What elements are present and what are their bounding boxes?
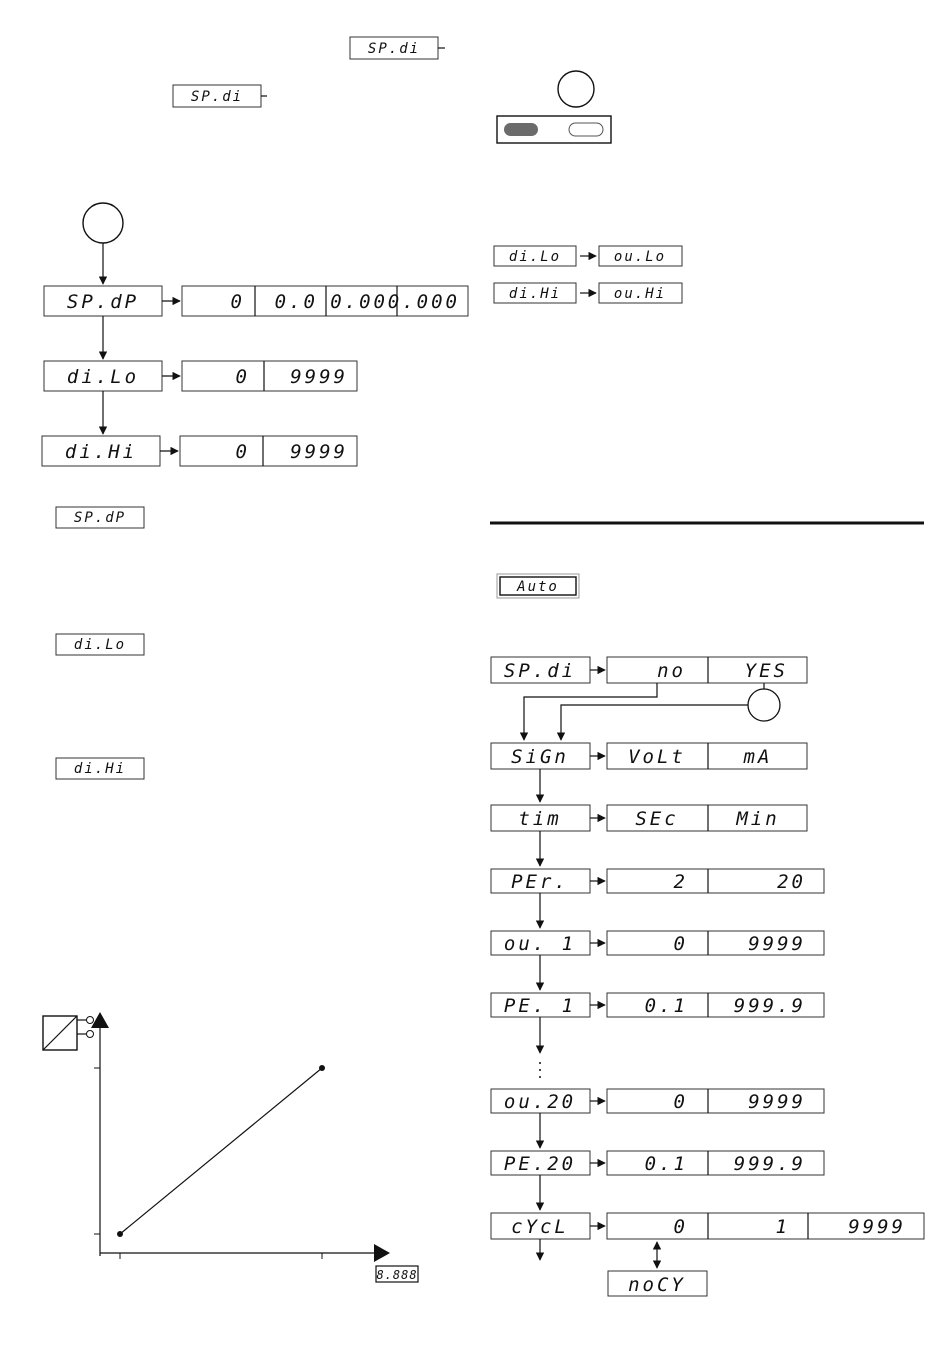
svg-text:SP.di: SP.di [367,41,421,57]
key-circle-icon [748,689,780,721]
svg-text:SEc: SEc [635,808,679,830]
svg-text:Auto: Auto [517,579,559,595]
param-labels [56,507,144,779]
svg-text:9999: 9999 [748,933,806,955]
spdi-display-top [350,37,445,59]
svg-text:0.1: 0.1 [644,995,688,1017]
dihi-label: di.Hi [64,441,138,463]
spdp-option: 0.00 [330,291,388,313]
key-circle-icon [83,203,123,243]
svg-text:2: 2 [673,871,688,893]
svg-text:9999: 9999 [848,1216,906,1238]
ellipsis-dot [539,1062,541,1064]
switch-off-pill [569,123,603,136]
param-dilo: di.Lo [73,637,127,653]
svg-text:PEr.: PEr. [511,871,569,893]
svg-text:9999: 9999 [748,1091,806,1113]
spdp-option: 0.0 [274,291,318,313]
svg-text:999.9: 999.9 [733,1153,806,1175]
ellipsis-dot [539,1069,541,1071]
axis-display-label: 8.888 [376,1268,418,1282]
param-spdp: SP.dP [73,510,127,526]
svg-text:0: 0 [673,1216,688,1238]
svg-text:20: 20 [777,871,806,893]
spdp-option: 0 [230,291,245,313]
svg-text:ou. 1: ou. 1 [503,933,577,955]
svg-text:0: 0 [673,1091,688,1113]
key-circle-icon [558,71,594,107]
param-dihi: di.Hi [73,761,127,777]
dilo-option: 0 [235,366,250,388]
svg-text:di.Hi: di.Hi [508,286,562,302]
svg-text:ou.Lo: ou.Lo [613,249,667,265]
terminal-icon [87,1031,94,1038]
svg-text:SiGn: SiGn [511,746,569,768]
scaling-line [120,1068,322,1234]
svg-text:mA: mA [743,746,773,768]
dihi-option: 0 [235,441,250,463]
svg-text:tim: tim [518,808,562,830]
terminal-icon [87,1017,94,1024]
svg-text:cYcL: cYcL [511,1216,569,1238]
spdp-label: SP.dP [66,291,140,313]
svg-text:Min: Min [736,808,780,830]
svg-text:PE.20: PE.20 [503,1153,577,1175]
scaling-point [117,1231,123,1237]
svg-text:ou.Hi: ou.Hi [613,286,667,302]
dilo-option: 9999 [290,366,348,388]
scaling-graph [43,1012,418,1282]
svg-text:PE. 1: PE. 1 [503,995,577,1017]
svg-text:0: 0 [673,933,688,955]
program-flow [491,657,924,1296]
svg-text:di.Lo: di.Lo [508,249,562,265]
scaling-point [319,1065,325,1071]
mapping-rows [494,246,682,303]
svg-text:0.1: 0.1 [644,1153,688,1175]
range-flow [42,203,468,466]
spdp-option: 0.000 [387,291,460,313]
spdi-display-second [173,85,267,107]
ellipsis-dot [539,1076,541,1078]
auto-display [497,574,579,598]
key-switch-panel [497,71,611,143]
x-axis-arrow [374,1244,390,1262]
svg-text:SP.di: SP.di [190,89,244,105]
svg-text:VoLt: VoLt [628,746,686,768]
dihi-option: 9999 [290,441,348,463]
flow-spdi-option: YES [744,660,788,682]
svg-text:999.9: 999.9 [733,995,806,1017]
switch-on-pill [504,123,538,136]
svg-text:1: 1 [775,1216,790,1238]
flow-spdi-option: no [657,660,686,682]
svg-text:ou.20: ou.20 [503,1091,577,1113]
svg-text:SP.di: SP.di [503,660,577,682]
svg-text:noCY: noCY [628,1274,686,1296]
dilo-label: di.Lo [66,366,140,388]
